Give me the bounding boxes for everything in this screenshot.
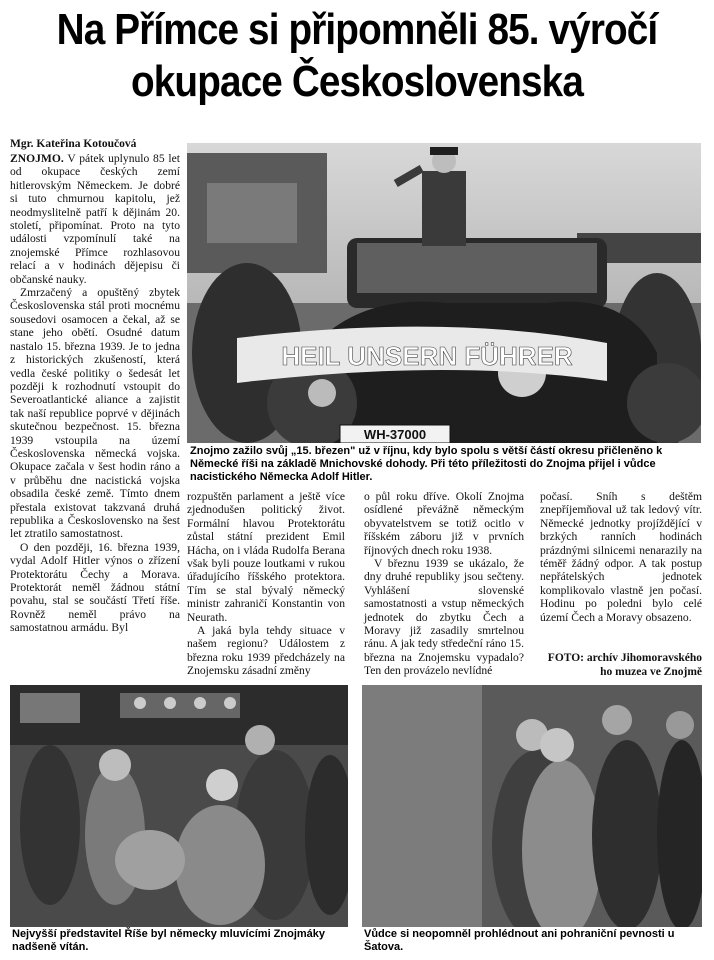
main-photo — [187, 143, 701, 443]
paragraph: rozpuštěn parlament a ještě více zjednodušen politický život. Formální hlavou Protektorátu zůstal státní prezident Emil Hácha, on i vláda Rudolfa Berana však byli pouze loutkami v rukou úřadujícího říšského protektora. Tím se stal bývalý německý ministr zahraničí Konstantin von Neurath. — [187, 490, 345, 624]
paragraph: o půl roku dříve. Okolí Znojma osídlené převážně německým obyvatelstvem se totiž ocitlo v říšském záboru již v prvních říjnových dnech roku 1938. — [364, 490, 524, 557]
car-banner-text: HEIL UNSERN FÜHRER — [281, 341, 573, 371]
paragraph: A jaká byla tehdy situace v našem regionu? Událostem z března roku 1939 předcházely na Znojemsku zásadní změny — [187, 624, 345, 678]
fortress-inspection-photo — [362, 685, 702, 927]
paragraph: počasí. Sníh s deštěm znepříjemňoval už tak ledový vítr. Německé jednotky projíždějící v brzkých ranních hodinách prázdnými silnicemi nenarazily na téměř žádný odpor. A tak postup nepřátelských jednotek komplikovalo vlastně jen počasí. Hodinu po poledni bylo celé území Čech a Moravy obsazeno. — [540, 490, 702, 624]
headline-line-1: Na Přímce si připomněli 85. výročí — [56, 5, 658, 54]
headline — [43, 4, 671, 108]
bottom-left-caption: Nejvyšší představitel Říše byl německy mluvícími Znojmáky nadšeně vítán. — [10, 927, 348, 957]
bottom-right-photo — [362, 685, 702, 927]
article-column-4 — [540, 490, 702, 624]
paragraph: V březnu 1939 se ukázalo, že dny druhé republiky jsou sečteny. Vyhlášení slovenské samostatnosti a vstup německých jednotek do zbytku Čech a Moravy již zasadily smrtelnou ránu. A jak tedy středeční ráno 15. března na Znojemsku vypadalo? Ten den provázelo nevlídné — [364, 557, 524, 678]
dateline: ZNOJMO. — [10, 152, 64, 165]
article-column-1 — [10, 152, 180, 635]
bottom-left-photo — [10, 685, 348, 927]
hitler-car-photo — [187, 143, 701, 443]
article-column-3 — [364, 490, 524, 678]
paragraph: Zmrzačený a opuštěný zbytek Československa stál proti mocnému sousedovi osamocen a čekal, až se stane jeho obětí. Osudné datum nastalo 15. března 1939. Je to jedna z historických zkušeností, která vedla české politiky o šedesát let později k rozhodnutí vstoupit do Severoatlantické aliance a zajistit tak naší republice poprvé v dějinách skutečnou bezpečnost. 15. března 1939 vstoupila na území Československa německá vojska. Okupace začala v šest hodin ráno a v průběhu dne nacistická vojska obsadila české země. Tímto dnem přestala existovat takzvaná druhá republika a Československo na šest let ztratilo samostatnost. — [10, 286, 180, 541]
article-column-2 — [187, 490, 345, 678]
byline: Mgr. Kateřina Kotoučová — [10, 138, 137, 150]
bottom-right-caption: Vůdce si neopomněl prohlédnout ani pohraniční pevnosti u Šatova. — [362, 927, 702, 957]
main-photo-caption: Znojmo zažilo svůj „15. březen" už v říjnu, kdy bylo spolu s větší částí okresu přičleněno k Německé říši na základě Mnichovské dohody. Při této příležitosti do Znojma přijel i vůdce nacistického Německa Adolf Hitler. — [188, 443, 702, 487]
paragraph: O den později, 16. března 1939, vydal Adolf Hitler výnos o zřízení Protektorátu Čechy a Morava. Protektorát neměl žádnou státní povahu, stal se součástí Třetí říše. Rovněž neměl právo na samostatnou armádu. Byl — [10, 540, 180, 635]
photo-credit: FOTO: archív Jihomoravského ho muzea ve Znojmě — [547, 652, 702, 678]
headline-line-2: okupace Československa — [131, 57, 583, 106]
paragraph: ZNOJMO. V pátek uplynulo 85 let od okupace českých zemí hitlerovským Německem. Je dobré si tuto chmurnou kapitolu, jež neodmyslitelně patří k dějinám 20. století, připomínat. Proto na tyto události vzpomínulí také na znojemské Přímce rozhlasovou relací a v hodinách dějepisu či občanské nauky. — [10, 152, 180, 286]
car-plate: WH-37000 — [363, 427, 427, 442]
crowd-welcome-photo — [10, 685, 348, 927]
